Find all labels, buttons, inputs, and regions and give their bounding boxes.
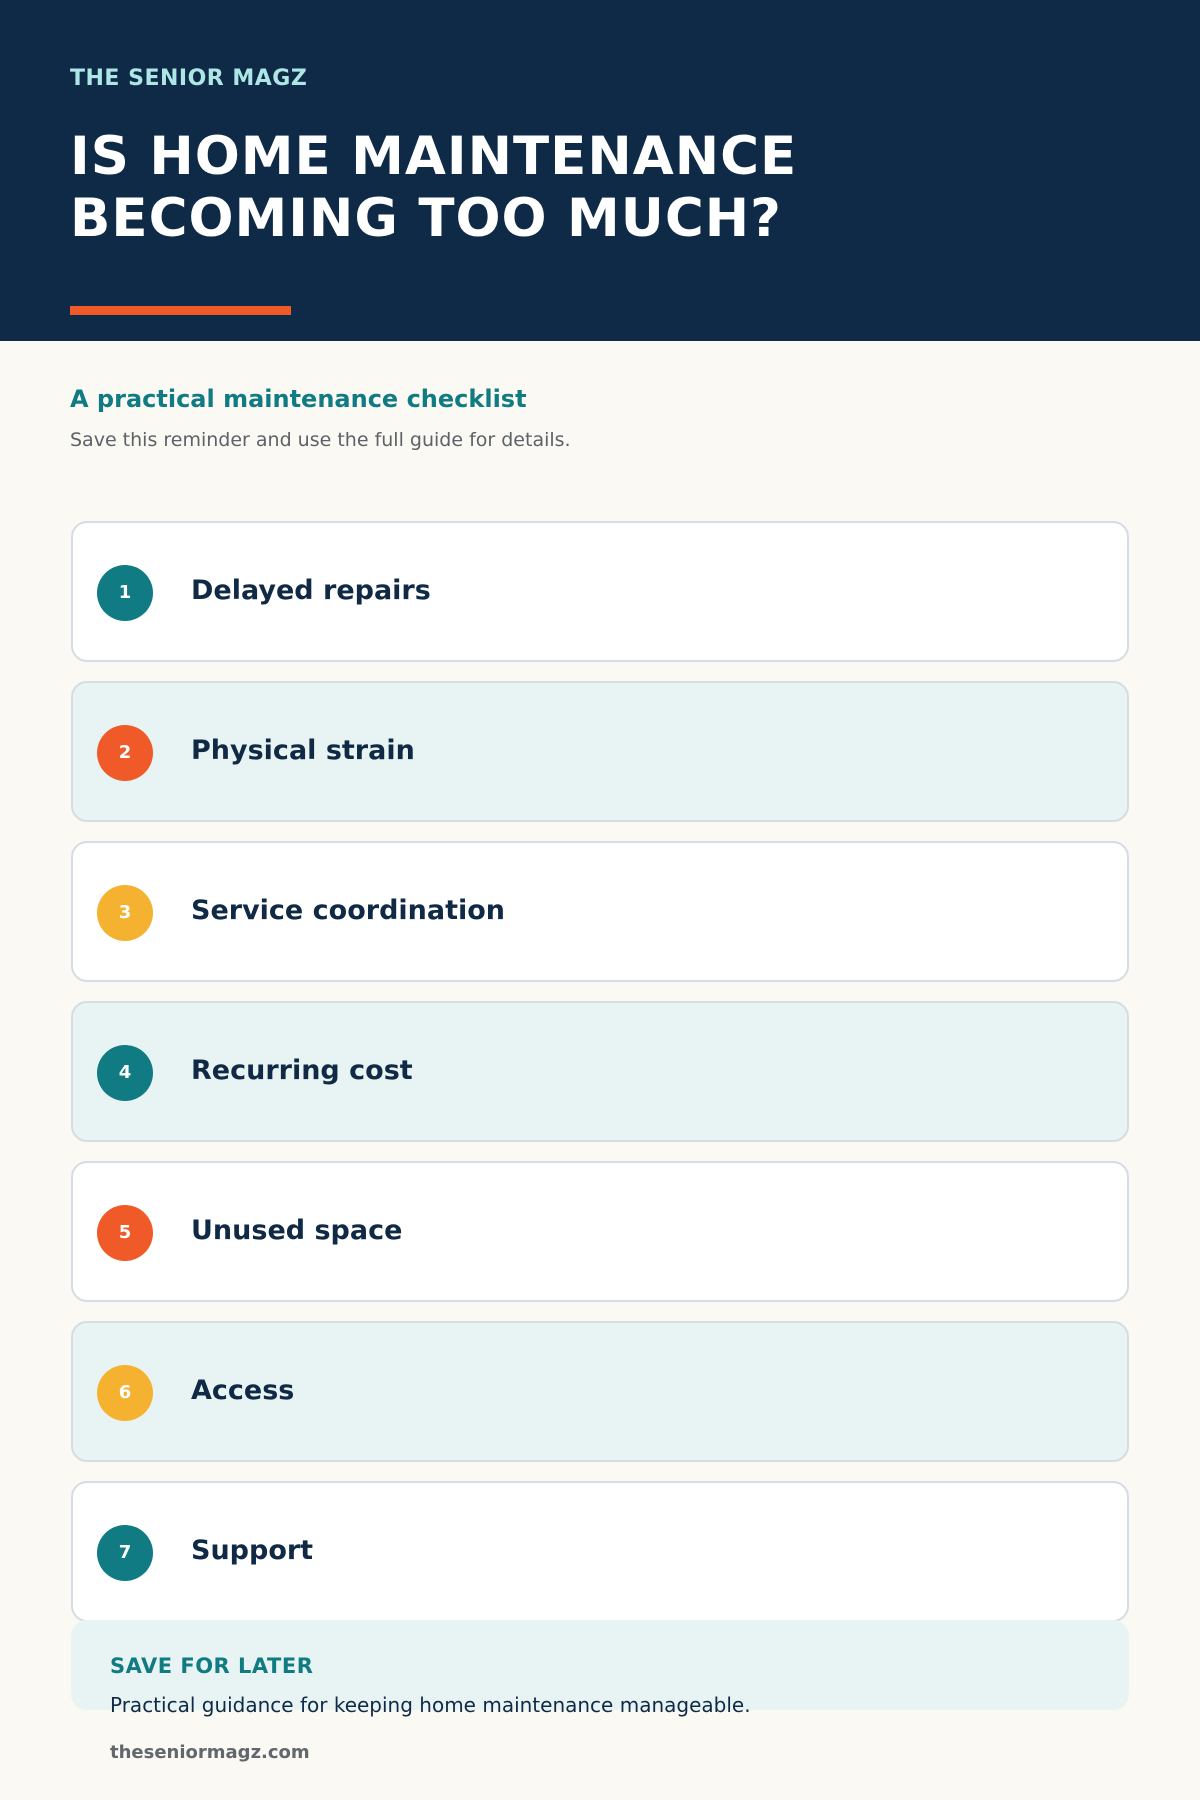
checklist-item-1: [71, 521, 1129, 662]
website-url[interactable]: theseniormagz.com: [110, 1742, 310, 1763]
number-badge: 5: [97, 1205, 153, 1261]
checklist-item-label: Delayed repairs: [191, 575, 431, 606]
checklist-item-label: Access: [191, 1375, 295, 1406]
checklist-item-5: [71, 1161, 1129, 1302]
checklist-item-6: [71, 1321, 1129, 1462]
number-badge: 3: [97, 885, 153, 941]
number-badge: 2: [97, 725, 153, 781]
number-badge: 4: [97, 1045, 153, 1101]
number-badge: 6: [97, 1365, 153, 1421]
checklist-item-2: [71, 681, 1129, 822]
brand-name: THE SENIOR MAGZ: [70, 66, 308, 91]
checklist-item-label: Physical strain: [191, 735, 415, 766]
page-title-line-2: BECOMING TOO MUCH?: [70, 188, 782, 249]
checklist-item-7: [71, 1481, 1129, 1622]
checklist-item-label: Support: [191, 1535, 314, 1566]
checklist-item-label: Unused space: [191, 1215, 403, 1246]
number-badge: 7: [97, 1525, 153, 1581]
checklist-item-label: Service coordination: [191, 895, 506, 926]
checklist-item-3: [71, 841, 1129, 982]
checklist-item-label: Recurring cost: [191, 1055, 413, 1086]
checklist-description: Save this reminder and use the full guide for details.: [70, 429, 571, 451]
accent-divider: [70, 306, 291, 315]
page-title-line-1: IS HOME MAINTENANCE: [70, 126, 798, 187]
page-title: [70, 126, 1070, 250]
checklist-subtitle: A practical maintenance checklist: [70, 385, 527, 413]
save-for-later-text: Practical guidance for keeping home maintenance manageable.: [110, 1693, 751, 1717]
save-for-later-heading: SAVE FOR LATER: [110, 1654, 314, 1678]
number-badge: 1: [97, 565, 153, 621]
header-banner: [0, 0, 1200, 341]
checklist-item-4: [71, 1001, 1129, 1142]
